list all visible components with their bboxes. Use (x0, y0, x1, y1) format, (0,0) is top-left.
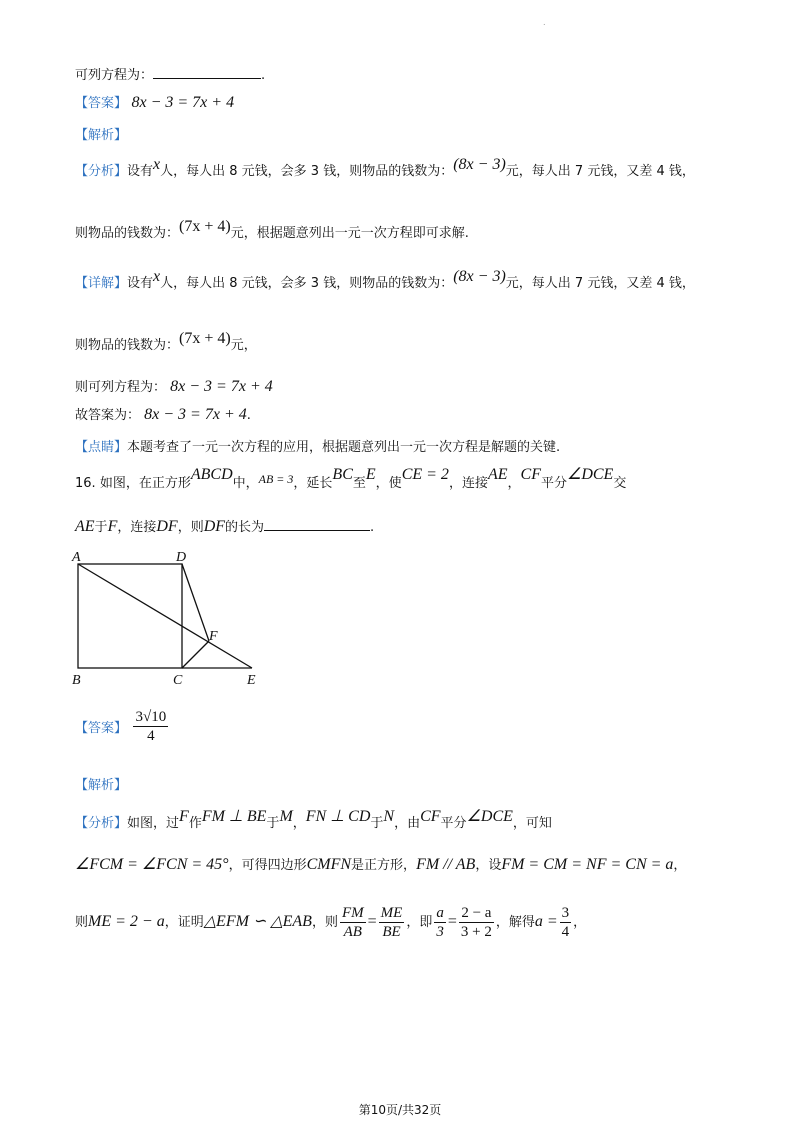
math: DF (156, 518, 178, 535)
var-x: x (153, 156, 161, 173)
text: ，使 (375, 476, 402, 491)
q16-answer-line (75, 708, 170, 745)
q15-xiangjie-line2 (75, 330, 257, 354)
fraction-numerator: 3√10 (135, 709, 167, 725)
math: ∠DCE (466, 808, 513, 825)
text: 的长为 (225, 520, 265, 535)
text: 于 (266, 816, 280, 831)
q15-xiangjie-line1 (75, 268, 695, 292)
math: AE (75, 518, 95, 535)
text: 元，每人出 7 元钱，又差 4 钱， (505, 164, 695, 179)
xiangjie-tag: 【详解】 (75, 276, 128, 291)
math: E (365, 466, 376, 483)
math: CE = 2 (401, 466, 449, 483)
math: = (447, 913, 457, 930)
text: 则物品的钱数为： (75, 226, 180, 241)
math: △EFM ∽ △EAB (203, 913, 312, 930)
q15-fenxi-line2 (75, 218, 469, 242)
text: . (370, 520, 375, 535)
math: ABCD (190, 466, 233, 483)
math: ∠DCE (566, 466, 614, 483)
text: 元， (230, 338, 257, 353)
text: ，延长 (293, 476, 333, 491)
label-f: F (209, 629, 218, 644)
text: ，则 (177, 520, 204, 535)
q15-xiangjie-line3 (75, 376, 273, 396)
square-abcd (78, 564, 182, 668)
text: ，则 (311, 915, 338, 930)
text: 交 (613, 476, 627, 491)
q15-dianjing (75, 436, 560, 455)
q16-fenxi-line2 (75, 854, 686, 874)
q16-fenxi-line3 (75, 904, 586, 941)
math: ∠FCM = ∠FCN = 45° (75, 856, 229, 873)
text: ，设 (475, 858, 502, 873)
fraction-3-4 (560, 904, 572, 941)
fraction-denominator: 3 (436, 924, 444, 940)
q16-stem-line1 (75, 466, 627, 492)
expr-8x-3: (8x − 3) (453, 156, 506, 173)
text: 于 (370, 816, 384, 831)
text: 设有 (127, 164, 154, 179)
analysis-tag: 【解析】 (75, 128, 128, 143)
math: FN ⊥ CD (305, 808, 371, 825)
q15-fenxi-line1 (75, 156, 695, 180)
q15-prompt: 可列方程为： (75, 68, 154, 83)
text: ，解得 (495, 915, 535, 930)
expr-7x-4: (7x + 4) (179, 330, 231, 347)
fraction-fm-ab (340, 904, 366, 941)
fenxi-tag: 【分析】 (75, 816, 128, 831)
text: 至 (352, 476, 366, 491)
math: M (279, 808, 293, 825)
fraction-numerator: a (436, 905, 444, 921)
equation: 8x − 3 = 7x + 4 (144, 406, 247, 423)
text: 是正方形， (351, 858, 417, 873)
math: CF (520, 466, 541, 483)
corner-mark: . (543, 18, 546, 27)
math: FM ⊥ BE (201, 808, 267, 825)
label-c: C (173, 673, 183, 688)
fenxi-tag: 【分析】 (75, 164, 128, 179)
expr-8x-3: (8x − 3) (453, 268, 506, 285)
math: CMFN (306, 856, 352, 873)
answer-blank (153, 78, 261, 79)
math: CF (420, 808, 441, 825)
fraction-denominator: AB (343, 924, 362, 940)
text: 人，每人出 8 元钱，会多 3 钱，则物品的钱数为： (160, 164, 454, 179)
q15-prompt-line: 可列方程为： . (75, 68, 266, 83)
math: BC (332, 466, 353, 483)
expr-7x-4: (7x + 4) (179, 218, 231, 235)
text: 则物品的钱数为： (75, 338, 180, 353)
text: 于 (94, 520, 108, 535)
segment-cf (182, 641, 209, 668)
math: a = (534, 913, 558, 930)
math: F (107, 518, 118, 535)
var-x: x (153, 268, 161, 285)
text: ，连接 (448, 476, 488, 491)
math: AE (487, 466, 508, 483)
text: ，证明 (164, 915, 204, 930)
text: 平分 (540, 476, 567, 491)
segment-df (182, 564, 209, 641)
text: 故答案为： (75, 408, 141, 423)
text: ，由 (394, 816, 421, 831)
label-e: E (247, 673, 256, 688)
text: ，可得四边形 (228, 858, 307, 873)
text: 中， (232, 476, 259, 491)
label-a: A (72, 550, 81, 565)
q16-stem-line2 (75, 516, 374, 536)
fraction-a-3 (434, 904, 446, 941)
fraction-denominator: 4 (147, 728, 155, 744)
analysis-tag: 【解析】 (75, 778, 128, 793)
text: 则 (75, 915, 89, 930)
fraction-denominator: 4 (561, 924, 570, 940)
answer-blank (264, 530, 370, 531)
geometry-figure (70, 548, 270, 692)
text: . (246, 408, 251, 423)
math: FM // AB (416, 856, 476, 873)
text: ，连接 (117, 520, 157, 535)
math: AB = 3 (258, 472, 294, 486)
text: 平分 (440, 816, 467, 831)
label-b: B (72, 673, 81, 688)
label-d: D (176, 550, 187, 565)
q15-answer-line (75, 92, 234, 112)
text: ，即 (406, 915, 433, 930)
math: F (179, 808, 189, 825)
fraction-me-be (379, 904, 405, 941)
fraction-denominator: 3 + 2 (460, 924, 492, 940)
fraction-numerator: ME (380, 905, 403, 921)
text: ，可知 (512, 816, 552, 831)
text: 则可列方程为： (75, 380, 167, 395)
math: ME = 2 − a (88, 913, 165, 930)
fraction-numerator: 3 (561, 905, 570, 921)
text: 如图，过 (127, 816, 180, 831)
text: ， (673, 858, 687, 873)
dianjing-tag: 【点睛】 (75, 440, 128, 455)
text: 作 (188, 816, 202, 831)
text: 设有 (127, 276, 154, 291)
page-footer: 第10页/共32页 (358, 1103, 442, 1117)
q15-answer: 8x − 3 = 7x + 4 (131, 94, 235, 111)
math: = (367, 913, 377, 930)
text: 人，每人出 8 元钱，会多 3 钱，则物品的钱数为： (160, 276, 454, 291)
math: N (383, 808, 395, 825)
fraction-2a-32 (459, 904, 494, 941)
text: 元，每人出 7 元钱，又差 4 钱， (505, 276, 695, 291)
text: 如图，在正方形 (99, 476, 191, 491)
text: ， (292, 816, 306, 831)
text: 元，根据题意列出一元一次方程即可求解. (230, 226, 469, 241)
question-number: 16. (75, 476, 96, 491)
text: 本题考查了一元一次方程的应用，根据题意列出一元一次方程是解题的关键. (127, 440, 561, 455)
equation: 8x − 3 = 7x + 4 (170, 378, 273, 395)
text: ， (573, 915, 587, 930)
square-diagram (70, 548, 270, 688)
math: DF (203, 518, 226, 535)
answer-tag: 【答案】 (75, 721, 128, 736)
fraction-numerator: FM (341, 905, 364, 921)
q15-xiangjie-line4 (75, 404, 251, 424)
answer-tag: 【答案】 (75, 96, 128, 111)
fraction-numerator: 2 − a (459, 904, 494, 923)
text: ， (507, 476, 521, 491)
answer-fraction (133, 708, 168, 745)
fraction-denominator: BE (382, 924, 401, 940)
math: FM = CM = NF = CN = a (501, 856, 674, 873)
segment-ae (78, 564, 252, 668)
q16-fenxi-line1 (75, 808, 552, 832)
